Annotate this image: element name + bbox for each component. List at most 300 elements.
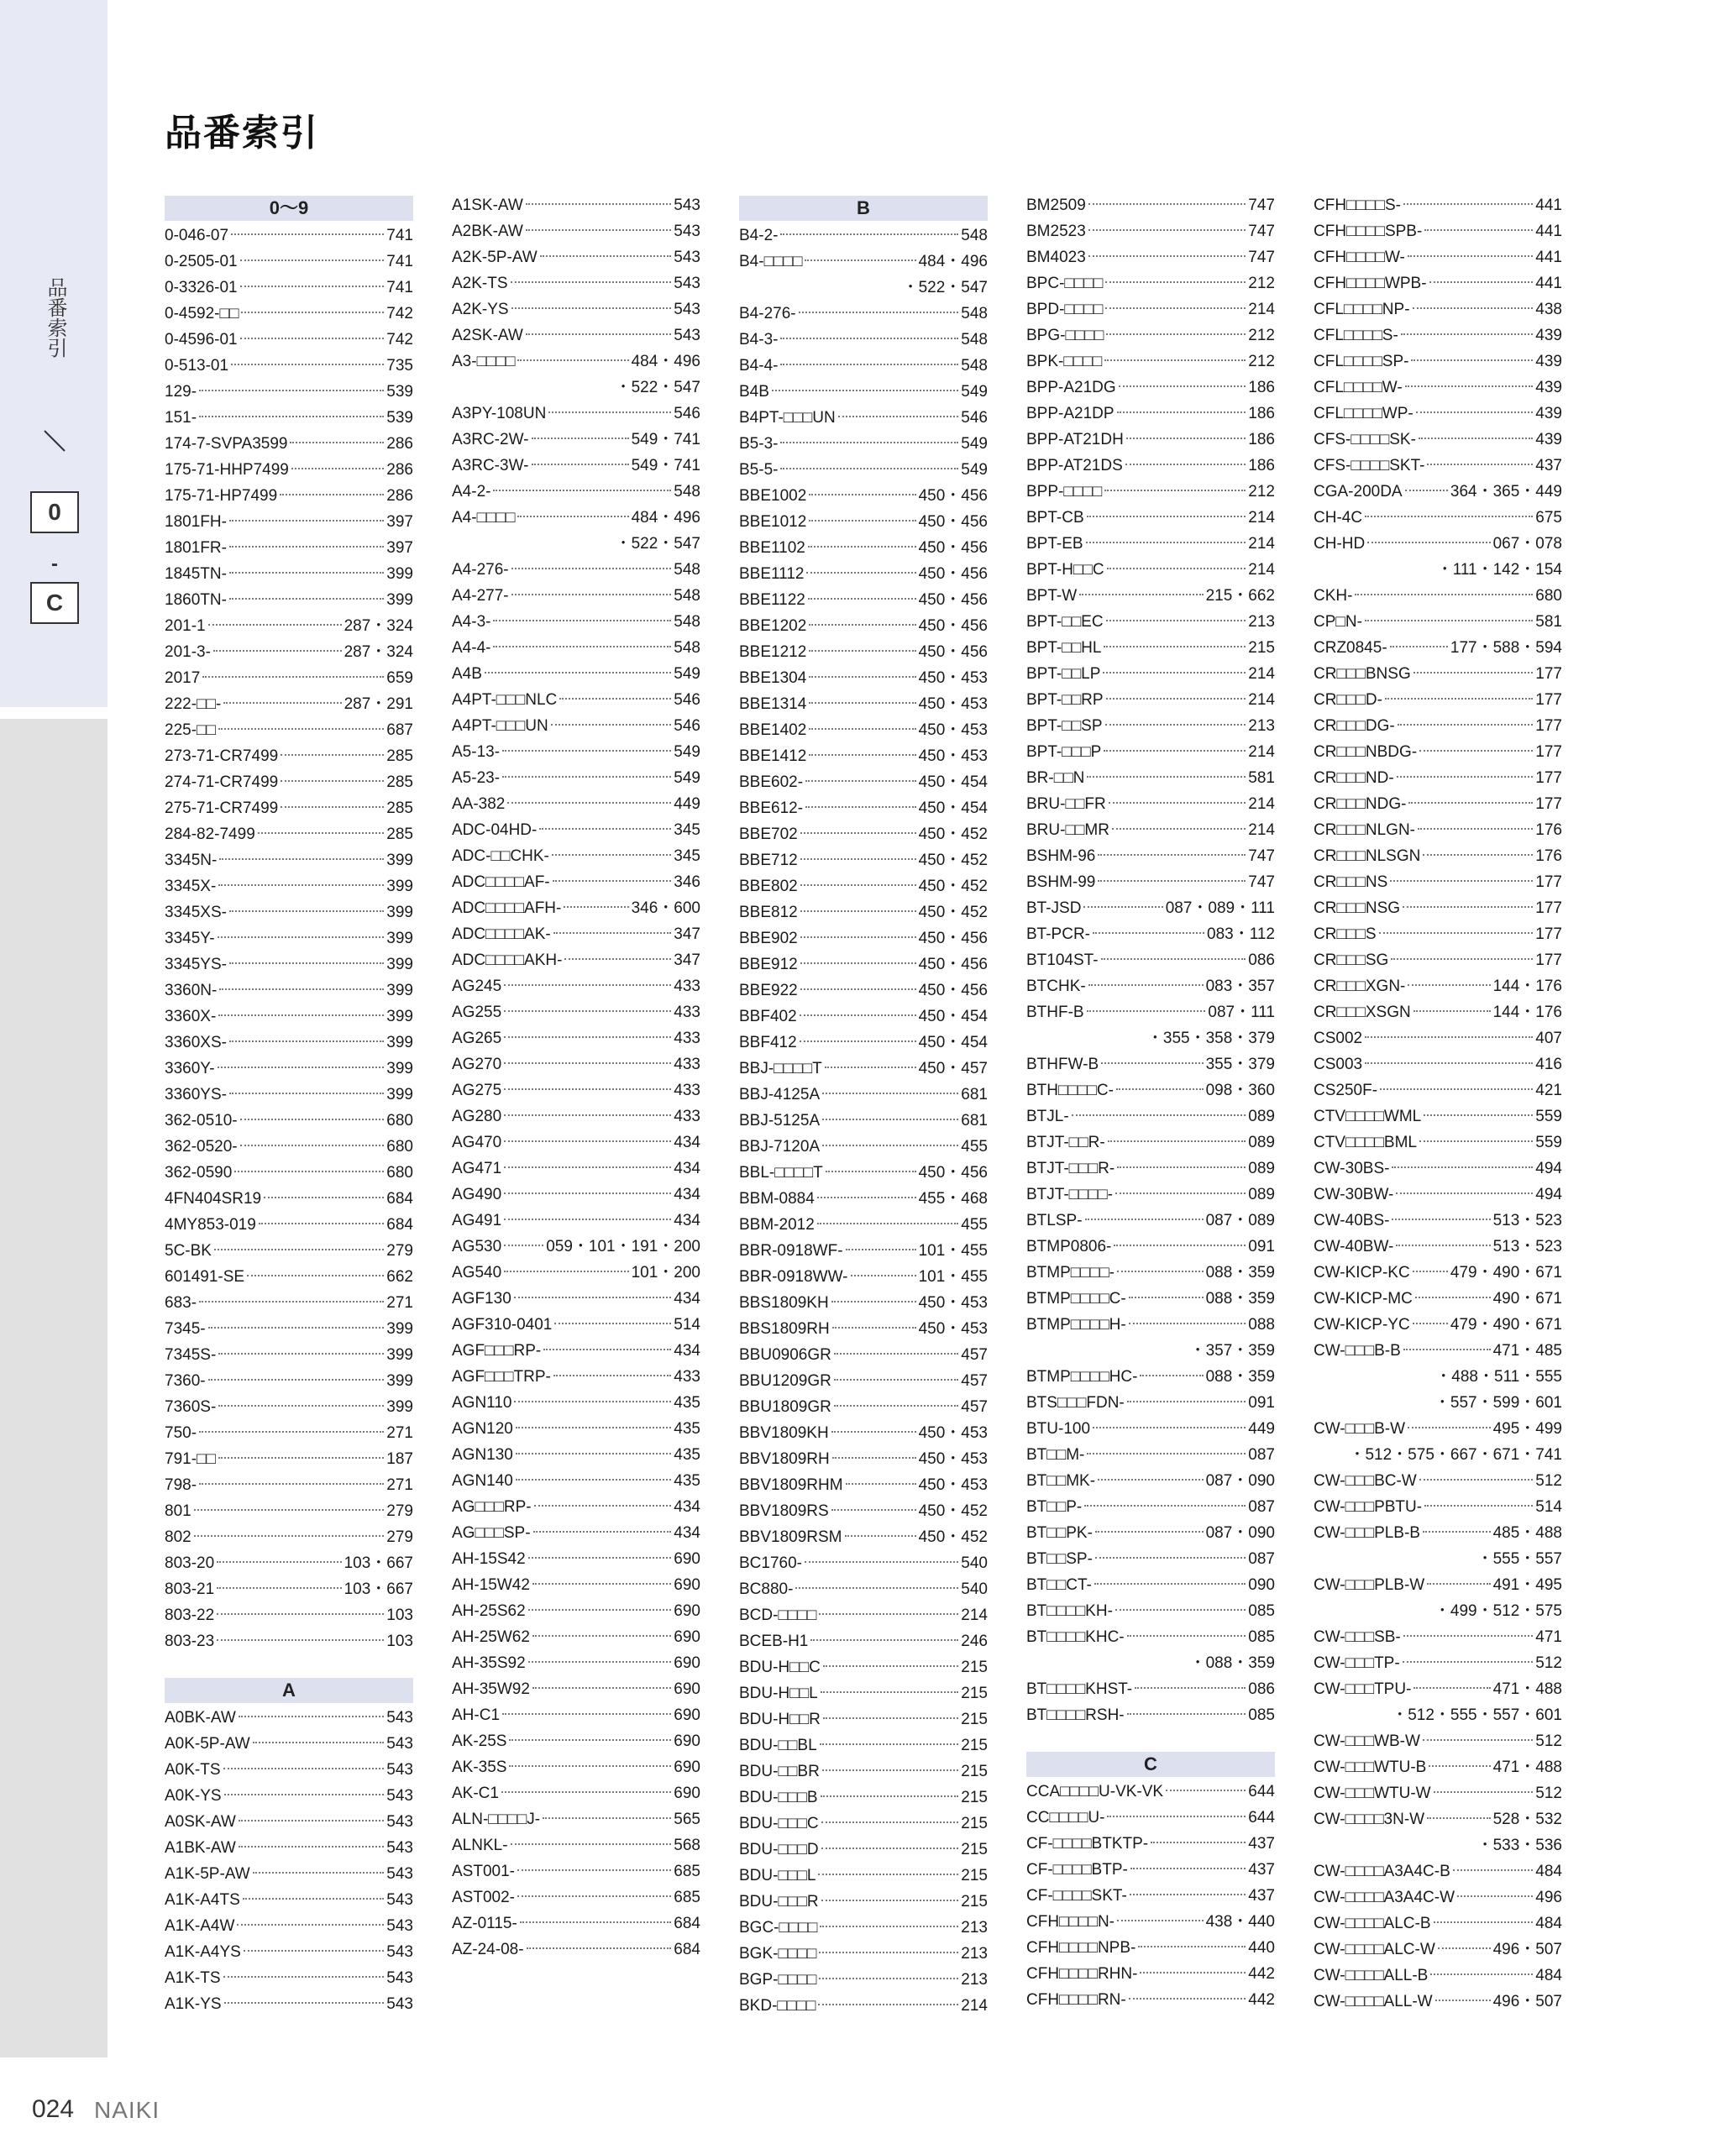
page-refs: 087 — [1248, 1446, 1275, 1464]
page-refs: 214 — [1248, 795, 1275, 813]
part-number: BM2523 — [1026, 223, 1086, 240]
index-entry — [1026, 1390, 1275, 1416]
index-continuation — [1314, 1390, 1562, 1416]
page-refs: 450・456 — [918, 565, 988, 583]
page-refs: 484・496 — [631, 353, 700, 370]
page-refs: 450・453 — [918, 1476, 988, 1494]
leader-dots — [244, 1950, 384, 1952]
page-refs: 439 — [1535, 379, 1562, 396]
page-refs: 416 — [1535, 1056, 1562, 1073]
index-entry — [1026, 1103, 1275, 1130]
part-number: BBE812 — [739, 904, 798, 921]
leader-dots — [780, 364, 958, 365]
index-entry — [1026, 869, 1275, 895]
page-refs: 435 — [674, 1472, 700, 1490]
page-refs: 434 — [674, 1342, 700, 1360]
page-refs: 433 — [674, 1030, 700, 1047]
index-entry — [165, 1004, 413, 1030]
part-number: BBE922 — [739, 982, 798, 999]
page-refs: 212 — [1248, 353, 1275, 370]
leader-dots — [1103, 672, 1246, 674]
leader-dots — [1130, 1894, 1246, 1895]
index-entry — [1314, 687, 1562, 713]
page-refs: 089 — [1248, 1108, 1275, 1125]
index-continuation — [1026, 1025, 1275, 1051]
page-refs: 449 — [1248, 1420, 1275, 1438]
page-refs: 747 — [1248, 197, 1275, 214]
index-entry — [739, 691, 988, 717]
index-entry — [452, 218, 700, 244]
leader-dots — [240, 259, 385, 261]
part-number: BPT-CB — [1026, 509, 1084, 527]
index-entry — [452, 1650, 700, 1676]
leader-dots — [1453, 1869, 1534, 1871]
part-number: AA-382 — [452, 795, 506, 813]
part-number: CGA-200DA — [1314, 483, 1403, 501]
page-refs: 543 — [386, 1735, 413, 1753]
index-entry — [165, 431, 413, 457]
part-number: A4PT-□□□UN — [452, 717, 548, 735]
leader-dots — [533, 1531, 672, 1533]
part-number: A0K-TS — [165, 1761, 221, 1779]
index-entry — [1314, 1884, 1562, 1911]
part-number: BDU-□□BL — [739, 1737, 817, 1754]
index-continuation — [1026, 1650, 1275, 1676]
part-number: BTHFW-B — [1026, 1056, 1099, 1073]
page-refs: ・488・511・555 — [1435, 1368, 1562, 1386]
leader-dots — [281, 806, 384, 808]
leader-dots — [831, 1431, 916, 1433]
leader-dots — [800, 1014, 916, 1016]
page-refs: 285 — [386, 799, 413, 817]
index-entry — [739, 249, 988, 275]
leader-dots — [1087, 1453, 1246, 1455]
page-refs: 543 — [674, 301, 700, 318]
part-number: BCEB-H1 — [739, 1633, 809, 1650]
index-entry — [1026, 817, 1275, 843]
index-entry — [1314, 1234, 1562, 1260]
leader-dots — [1396, 1192, 1533, 1194]
leader-dots — [509, 1739, 671, 1741]
part-number: A4B — [452, 665, 482, 683]
page-refs: 399 — [386, 1346, 413, 1364]
index-entry — [1314, 973, 1562, 999]
leader-dots — [800, 910, 916, 912]
page-refs: 490・671 — [1492, 1290, 1562, 1308]
leader-dots — [1396, 1245, 1490, 1246]
index-entry — [739, 535, 988, 561]
page-refs: 684 — [386, 1216, 413, 1234]
index-entry — [1026, 1961, 1275, 1987]
leader-dots — [810, 1639, 958, 1641]
page-refs: 539 — [386, 383, 413, 401]
index-entry — [165, 1186, 413, 1212]
part-number: BBE1212 — [739, 643, 807, 661]
page-refs: 215 — [961, 1841, 988, 1858]
index-entry — [1026, 1779, 1275, 1805]
page-refs: 581 — [1535, 613, 1562, 631]
part-number: BPT-W — [1026, 587, 1078, 605]
leader-dots — [1380, 1088, 1533, 1090]
part-number: CW-□□□TP- — [1314, 1654, 1400, 1672]
part-number: BBU1209GR — [739, 1372, 831, 1390]
part-number: 1845TN- — [165, 565, 227, 583]
leader-dots — [1083, 906, 1162, 908]
leader-dots — [281, 780, 384, 782]
index-entry — [739, 1889, 988, 1915]
leader-dots — [1416, 411, 1534, 413]
page-refs: 450・452 — [918, 1528, 988, 1546]
part-number: BPT-□□EC — [1026, 613, 1104, 631]
index-entry — [739, 509, 988, 535]
index-entry — [165, 1498, 413, 1524]
leader-dots — [223, 1976, 385, 1978]
leader-dots — [800, 936, 916, 938]
index-continuation — [1026, 1338, 1275, 1364]
page-refs: 514 — [1535, 1498, 1562, 1516]
page-refs: 083・112 — [1207, 925, 1275, 943]
sidebar-lower-panel — [0, 719, 108, 2057]
index-entry — [1026, 1286, 1275, 1312]
page-refs: 549 — [961, 383, 988, 401]
index-entry — [1314, 1077, 1562, 1103]
part-number: A1K-5P-AW — [165, 1865, 250, 1883]
index-entry — [165, 1290, 413, 1316]
page-refs: 090 — [1248, 1576, 1275, 1594]
leader-dots — [834, 1405, 958, 1407]
index-entry — [1314, 1572, 1562, 1598]
index-column-3 — [739, 192, 988, 2019]
part-number: BBE1304 — [739, 669, 807, 687]
index-entry — [452, 1130, 700, 1156]
page-refs: 421 — [1535, 1082, 1562, 1099]
leader-dots — [504, 984, 671, 986]
page-refs: 680 — [386, 1138, 413, 1156]
index-entry — [739, 1082, 988, 1108]
leader-dots — [845, 1535, 916, 1537]
part-number: CR□□□DG- — [1314, 717, 1395, 735]
part-number: BBF402 — [739, 1008, 797, 1025]
leader-dots — [532, 1687, 671, 1689]
leader-dots — [1098, 854, 1246, 856]
index-entry — [1026, 1468, 1275, 1494]
leader-dots — [1107, 1816, 1246, 1817]
leader-dots — [504, 1010, 671, 1012]
index-entry — [452, 244, 700, 270]
page-refs: 546 — [961, 409, 988, 427]
part-number: BBE602- — [739, 773, 804, 791]
index-continuation — [1314, 1546, 1562, 1572]
page-refs: 186 — [1248, 457, 1275, 474]
leader-dots — [823, 1665, 958, 1667]
leader-dots — [1115, 1609, 1246, 1611]
page-refs: 397 — [386, 513, 413, 531]
page-refs: 214 — [961, 1997, 988, 2015]
page-refs: 434 — [674, 1186, 700, 1203]
index-entry — [1314, 1312, 1562, 1338]
part-number: BPD-□□□□ — [1026, 301, 1104, 318]
page-refs: 397 — [386, 539, 413, 557]
page-refs: 690 — [674, 1576, 700, 1594]
page-refs: 087 — [1248, 1498, 1275, 1516]
sidebar-divider — [0, 707, 108, 719]
part-number: A1BK-AW — [165, 1839, 236, 1857]
index-entry — [452, 973, 700, 999]
leader-dots — [514, 1401, 671, 1402]
part-number: AG275 — [452, 1082, 502, 1099]
page-refs: 085 — [1248, 1602, 1275, 1620]
part-number: CR□□□NDG- — [1314, 795, 1407, 813]
part-number: 0-3326-01 — [165, 279, 238, 296]
page-refs: 549・741 — [631, 457, 700, 474]
page-refs: 450・453 — [918, 1320, 988, 1338]
part-number: BBE1112 — [739, 565, 805, 583]
part-number: 129- — [165, 383, 197, 401]
index-entry — [739, 431, 988, 457]
page-refs: 214 — [1248, 561, 1275, 579]
page-refs: 484 — [1535, 1863, 1562, 1880]
part-number: A4-3- — [452, 613, 491, 631]
leader-dots — [214, 1249, 384, 1250]
index-entry — [1026, 687, 1275, 713]
index-entry — [165, 873, 413, 899]
leader-dots — [1385, 698, 1533, 700]
page-refs: 512 — [1535, 1732, 1562, 1750]
index-entry — [452, 1416, 700, 1442]
part-number: 275-71-CR7499 — [165, 799, 279, 817]
index-entry — [1314, 1780, 1562, 1806]
part-number: BT□□MK- — [1026, 1472, 1096, 1490]
part-number: BTLSP- — [1026, 1212, 1083, 1229]
leader-dots — [1087, 516, 1246, 517]
index-entry — [452, 947, 700, 973]
index-entry — [1314, 244, 1562, 270]
part-number: 3360Y- — [165, 1060, 215, 1077]
page-refs: 494 — [1535, 1186, 1562, 1203]
index-entry — [452, 557, 700, 583]
part-number: 0-046-07 — [165, 227, 229, 244]
page-refs: 484 — [1535, 1915, 1562, 1932]
leader-dots — [548, 411, 671, 413]
page-refs: 543 — [386, 1943, 413, 1961]
part-number: CR□□□D- — [1314, 691, 1382, 709]
leader-dots — [832, 1457, 916, 1459]
leader-dots — [780, 233, 958, 235]
index-entry — [1314, 1130, 1562, 1156]
part-number: BTMP□□□□C- — [1026, 1290, 1126, 1308]
page-refs: 087・089 — [1205, 1212, 1275, 1229]
index-entry — [1026, 1857, 1275, 1883]
index-entry — [452, 1806, 700, 1832]
section-header: A — [165, 1678, 413, 1703]
leader-dots — [1427, 464, 1533, 465]
page-refs: 543 — [386, 1813, 413, 1831]
part-number: A3RC-3W- — [452, 457, 529, 474]
leader-dots — [1127, 1713, 1246, 1715]
index-entry — [165, 1472, 413, 1498]
leader-dots — [1140, 1375, 1203, 1376]
page-refs: 214 — [1248, 301, 1275, 318]
leader-dots — [1408, 1427, 1491, 1428]
leader-dots — [218, 1457, 384, 1459]
leader-dots — [822, 1119, 958, 1120]
index-entry — [165, 1628, 413, 1654]
leader-dots — [805, 806, 916, 808]
page-refs: 215・662 — [1205, 587, 1275, 605]
part-number: BTMP□□□□HC- — [1026, 1368, 1138, 1386]
part-number: A0BK-AW — [165, 1709, 236, 1727]
part-number: CW-□□□□ALC-B — [1314, 1915, 1431, 1932]
page-refs: 450・454 — [918, 799, 988, 817]
page-refs: 103 — [386, 1633, 413, 1650]
part-number: CR□□□SG — [1314, 951, 1389, 969]
page-refs: 690 — [674, 1785, 700, 1802]
leader-dots — [532, 438, 629, 439]
index-entry — [739, 1576, 988, 1602]
part-number: AK-35S — [452, 1759, 507, 1776]
page-refs: 399 — [386, 565, 413, 583]
page-refs: 212 — [1248, 483, 1275, 501]
part-number: 750- — [165, 1424, 197, 1442]
part-number: AG255 — [452, 1004, 502, 1021]
page-refs: 101・200 — [631, 1264, 700, 1282]
page-refs: ・512・555・557・601 — [1392, 1706, 1562, 1724]
part-number: AH-15W42 — [452, 1576, 530, 1594]
leader-dots — [1117, 1920, 1204, 1921]
part-number: A2K-5P-AW — [452, 249, 538, 266]
leader-dots — [1405, 385, 1534, 387]
page-refs: 285 — [386, 826, 413, 843]
page-refs: 543 — [386, 1865, 413, 1883]
page-refs: 644 — [1248, 1809, 1275, 1827]
part-number: BT□□□□KHC- — [1026, 1628, 1125, 1646]
part-number: BBE1202 — [739, 617, 807, 635]
part-number: BBE1122 — [739, 591, 805, 609]
leader-dots — [217, 1613, 384, 1615]
index-entry — [739, 353, 988, 379]
part-number: CFL□□□□SP- — [1314, 353, 1409, 370]
index-entry — [165, 249, 413, 275]
page-refs: 214 — [1248, 743, 1275, 761]
page-refs: 098・360 — [1205, 1082, 1275, 1099]
index-entry — [739, 795, 988, 821]
index-entry — [1314, 296, 1562, 322]
part-number: BBM-2012 — [739, 1216, 815, 1234]
index-entry — [452, 1182, 700, 1208]
part-number: BPT-EB — [1026, 535, 1083, 553]
index-entry — [1314, 270, 1562, 296]
index-entry — [1026, 1494, 1275, 1520]
part-number: BBE612- — [739, 799, 804, 817]
part-number: AG540 — [452, 1264, 502, 1282]
leader-dots — [800, 832, 916, 834]
index-entry — [1026, 1260, 1275, 1286]
page-refs: 441 — [1535, 249, 1562, 266]
leader-dots — [526, 203, 671, 205]
part-number: BKD-□□□□ — [739, 1997, 816, 2015]
part-number: B5-3- — [739, 435, 779, 453]
leader-dots — [504, 1062, 671, 1064]
page-refs: 680 — [386, 1112, 413, 1130]
leader-dots — [202, 676, 384, 678]
index-entry — [1026, 1182, 1275, 1208]
part-number: BDU-□□□L — [739, 1867, 816, 1884]
part-number: AGF130 — [452, 1290, 511, 1308]
part-number: BC1760- — [739, 1554, 802, 1572]
index-entry — [739, 1134, 988, 1160]
index-entry — [165, 1030, 413, 1056]
page-refs: 546 — [674, 691, 700, 709]
page-refs: 437 — [1248, 1835, 1275, 1853]
index-entry — [739, 1550, 988, 1576]
index-entry — [452, 1780, 700, 1806]
part-number: A4PT-□□□NLC — [452, 691, 558, 709]
section-spacer — [165, 1654, 413, 1675]
part-number: AZ-24-08- — [452, 1941, 524, 1958]
index-entry — [1314, 1025, 1562, 1051]
page-refs: 690 — [674, 1628, 700, 1646]
part-number: CFL□□□□WP- — [1314, 405, 1413, 422]
page-refs: 346 — [674, 873, 700, 891]
part-number: 7345S- — [165, 1346, 217, 1364]
part-number: BBE702 — [739, 826, 798, 843]
index-column-1 — [165, 192, 413, 2017]
page-refs: 512 — [1535, 1654, 1562, 1672]
part-number: 3360N- — [165, 982, 218, 999]
part-number: BPP-A21DP — [1026, 405, 1115, 422]
part-number: ADC□□□□AF- — [452, 873, 550, 891]
range-start-badge: 0 — [30, 491, 79, 533]
leader-dots — [1413, 307, 1534, 309]
index-entry — [1314, 583, 1562, 609]
leader-dots — [1423, 1531, 1491, 1533]
part-number: 201-3- — [165, 643, 211, 661]
page-refs: 496・507 — [1492, 1993, 1562, 2010]
leader-dots — [1126, 438, 1246, 439]
leader-dots — [534, 1505, 672, 1507]
leader-dots — [224, 1794, 385, 1795]
index-entry — [452, 843, 700, 869]
leader-dots — [528, 1661, 672, 1663]
page-refs: 484・496 — [631, 509, 700, 527]
index-entry — [1314, 1103, 1562, 1130]
page-refs: ・557・599・601 — [1434, 1394, 1562, 1412]
page-refs: 433 — [674, 1108, 700, 1125]
index-entry — [165, 665, 413, 691]
page-refs: 399 — [386, 852, 413, 869]
index-entry — [165, 327, 413, 353]
page-refs: 088・359 — [1205, 1368, 1275, 1386]
part-number: AG530 — [452, 1238, 502, 1255]
part-number: CFL□□□□W- — [1314, 379, 1403, 396]
index-entry — [1026, 1831, 1275, 1857]
leader-dots — [504, 1088, 671, 1090]
leader-dots — [1130, 1868, 1246, 1869]
leader-dots — [253, 1742, 385, 1743]
part-number: A2K-TS — [452, 275, 508, 292]
index-entry — [452, 322, 700, 349]
part-number: AGN120 — [452, 1420, 513, 1438]
leader-dots — [504, 1036, 671, 1038]
index-entry — [1314, 1754, 1562, 1780]
page-refs: 215 — [961, 1685, 988, 1702]
part-number: A1K-A4YS — [165, 1943, 241, 1961]
page-refs: 346・600 — [631, 899, 700, 917]
index-entry — [1026, 1208, 1275, 1234]
page-refs: 455 — [961, 1216, 988, 1234]
part-number: AG□□□SP- — [452, 1524, 531, 1542]
page-refs: 659 — [386, 669, 413, 687]
